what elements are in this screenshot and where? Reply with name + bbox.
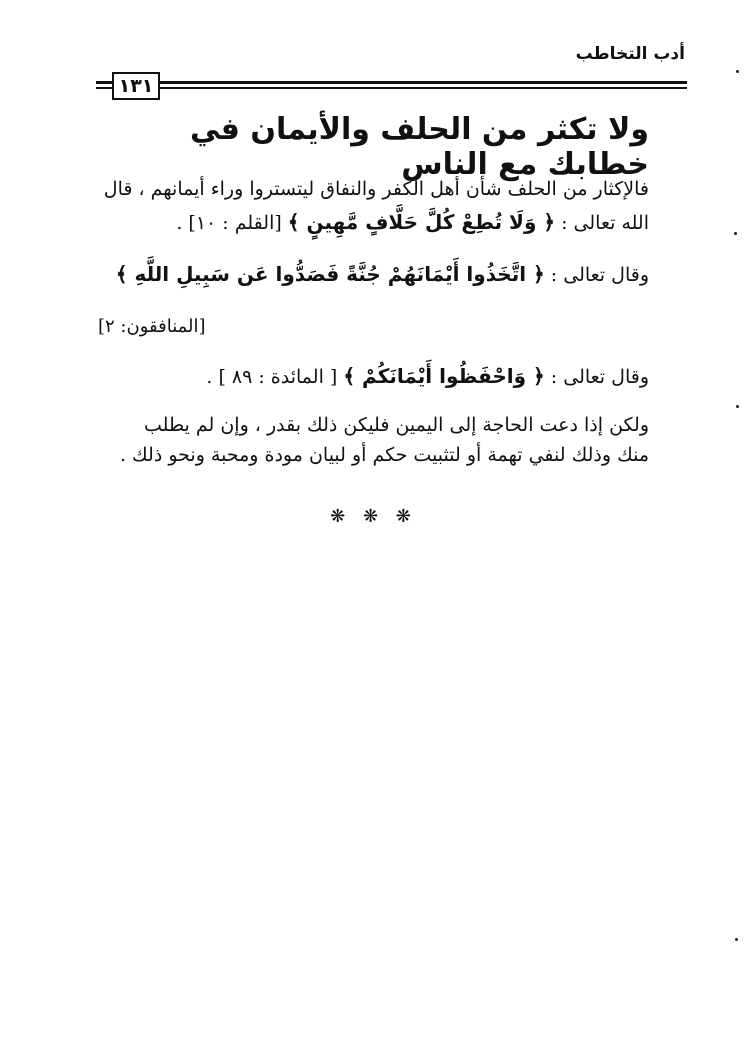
- verse-ref-maidah: [ المائدة : ٨٩ ] .: [206, 366, 344, 388]
- quran-verse-maidah: ﴿ وَاحْفَظُوا أَيْمَانَكُمْ ﴾: [343, 364, 545, 388]
- running-title: أدب التخاطب: [575, 44, 685, 64]
- verse-line-2: [89, 258, 649, 290]
- verse-line-3-content: [89, 360, 649, 392]
- margin-speck: [735, 938, 738, 941]
- paragraph-2: [89, 410, 649, 471]
- verse-ref-munafiqun: [المنافقون: ٢]: [98, 316, 206, 337]
- section-separator-stars: ❋ ❋ ❋: [330, 506, 417, 527]
- margin-speck: [736, 405, 739, 408]
- paragraph-1-line-2-prefix: الله تعالى :: [555, 212, 649, 235]
- paragraph-1-line-1: فالإكثار من الحلف شأن أهل الكفر والنفاق ليتستروا وراء أيمانهم ، قال: [103, 178, 649, 200]
- header-rule-line-bottom: [96, 87, 687, 89]
- verse-line-3-prefix: وقال تعالى :: [544, 366, 649, 388]
- header-rule: [96, 75, 687, 97]
- margin-speck: [736, 70, 739, 73]
- header-rule-line-top: [96, 81, 687, 84]
- verse-line-3: [89, 360, 649, 392]
- quran-verse-munafiqun: ﴿ اتَّخَذُوا أَيْمَانَهُمْ جُنَّةً فَصَدُّوا عَن سَبِيلِ اللَّهِ ﴾: [115, 262, 545, 286]
- quran-verse-qalam: ﴿ وَلَا تُطِعْ كُلَّ حَلَّافٍ مَّهِينٍ ﴾: [287, 210, 556, 235]
- margin-speck: [734, 232, 737, 235]
- verse-line-2-prefix: وقال تعالى :: [544, 264, 649, 286]
- paragraph-2-line-1: ولكن إذا دعت الحاجة إلى اليمين فليكن ذلك بقدر ، وإن لم يطلب: [144, 414, 649, 436]
- paragraph-1: [89, 174, 649, 239]
- page-number: ١٣١: [112, 72, 160, 100]
- verse-ref-qalam: [القلم : ١٠] .: [176, 212, 288, 235]
- paragraph-2-line-2: منك وذلك لنفي تهمة أو لتثبيت حكم أو لبيان مودة ومحبة ونحو ذلك .: [119, 444, 649, 467]
- verse-line-2-content: [89, 258, 649, 290]
- section-title: ولا تكثر من الحلف والأيمان في خطابك مع الناس: [189, 112, 649, 182]
- paragraph-1-line-2: [89, 206, 649, 238]
